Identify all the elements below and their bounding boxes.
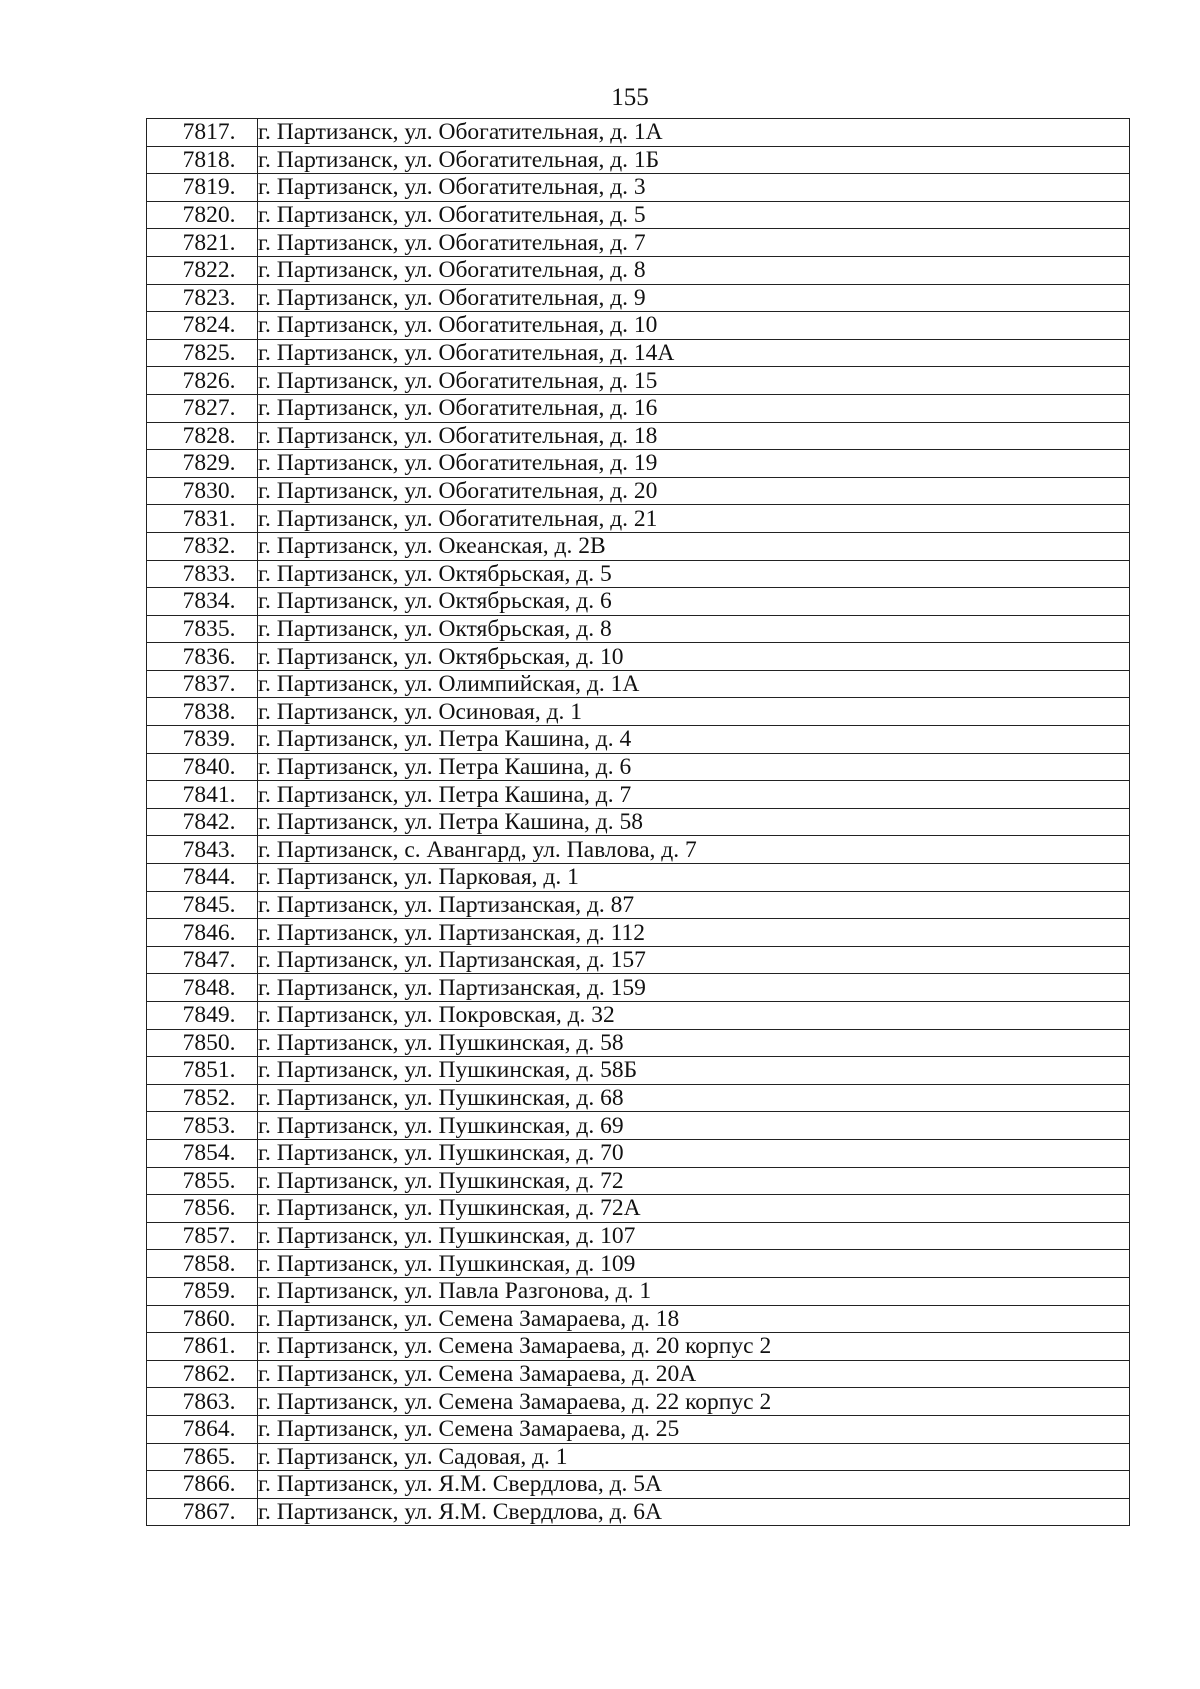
table-row bbox=[147, 643, 1130, 671]
row-number-cell bbox=[147, 1084, 258, 1112]
address-cell: г. Партизанск, ул. Осиновая, д. 1 bbox=[258, 698, 1130, 726]
table-row bbox=[147, 422, 1130, 450]
table-row bbox=[147, 974, 1130, 1002]
row-number-cell bbox=[147, 1277, 258, 1305]
table-row bbox=[147, 615, 1130, 643]
table-row bbox=[147, 532, 1130, 560]
row-number: 7827. bbox=[182, 395, 236, 422]
address-cell: г. Партизанск, ул. Обогатительная, д. 8 bbox=[258, 256, 1130, 284]
row-number: 7836. bbox=[182, 643, 236, 670]
address-cell: г. Партизанск, ул. Петра Кашина, д. 4 bbox=[258, 726, 1130, 754]
row-number-cell bbox=[147, 836, 258, 864]
row-number-cell bbox=[147, 698, 258, 726]
table-row bbox=[147, 174, 1130, 202]
row-number-cell bbox=[147, 864, 258, 892]
address-cell: г. Партизанск, ул. Пушкинская, д. 58 bbox=[258, 1029, 1130, 1057]
table-row bbox=[147, 256, 1130, 284]
address-cell: г. Партизанск, ул. Обогатительная, д. 19 bbox=[258, 450, 1130, 478]
table-row bbox=[147, 1112, 1130, 1140]
page-number: 155 bbox=[611, 84, 649, 111]
table-row bbox=[147, 698, 1130, 726]
row-number-cell bbox=[147, 284, 258, 312]
address-cell: г. Партизанск, ул. Парковая, д. 1 bbox=[258, 864, 1130, 892]
row-number: 7862. bbox=[182, 1361, 236, 1388]
row-number-cell bbox=[147, 753, 258, 781]
table-row bbox=[147, 1167, 1130, 1195]
table-row bbox=[147, 1057, 1130, 1085]
row-number-cell bbox=[147, 781, 258, 809]
row-number-cell bbox=[147, 891, 258, 919]
address-cell: г. Партизанск, ул. Обогатительная, д. 5 bbox=[258, 201, 1130, 229]
table-body bbox=[147, 119, 1130, 1526]
table-row bbox=[147, 919, 1130, 947]
row-number: 7822. bbox=[182, 257, 236, 284]
address-cell: г. Партизанск, ул. Пушкинская, д. 72А bbox=[258, 1195, 1130, 1223]
table-row bbox=[147, 891, 1130, 919]
row-number: 7834. bbox=[182, 588, 236, 615]
address-cell: г. Партизанск, ул. Я.М. Свердлова, д. 6А bbox=[258, 1498, 1130, 1526]
address-cell: г. Партизанск, ул. Обогатительная, д. 10 bbox=[258, 312, 1130, 340]
address-cell: г. Партизанск, ул. Пушкинская, д. 107 bbox=[258, 1222, 1130, 1250]
row-number: 7866. bbox=[182, 1471, 236, 1498]
row-number: 7863. bbox=[182, 1388, 236, 1415]
table-row bbox=[147, 477, 1130, 505]
row-number-cell bbox=[147, 1222, 258, 1250]
row-number: 7830. bbox=[182, 478, 236, 505]
table-row bbox=[147, 1277, 1130, 1305]
address-cell: г. Партизанск, ул. Партизанская, д. 157 bbox=[258, 946, 1130, 974]
row-number-cell bbox=[147, 615, 258, 643]
table-row bbox=[147, 946, 1130, 974]
row-number: 7835. bbox=[182, 615, 236, 642]
address-cell: г. Партизанск, ул. Обогатительная, д. 9 bbox=[258, 284, 1130, 312]
row-number: 7848. bbox=[182, 974, 236, 1001]
row-number: 7821. bbox=[182, 229, 236, 256]
table-row bbox=[147, 808, 1130, 836]
row-number: 7844. bbox=[182, 864, 236, 891]
row-number: 7820. bbox=[182, 202, 236, 229]
table-row bbox=[147, 284, 1130, 312]
row-number-cell bbox=[147, 974, 258, 1002]
address-table bbox=[146, 118, 1130, 1526]
row-number: 7864. bbox=[182, 1416, 236, 1443]
row-number: 7853. bbox=[182, 1112, 236, 1139]
row-number: 7823. bbox=[182, 284, 236, 311]
address-cell: г. Партизанск, ул. Обогатительная, д. 7 bbox=[258, 229, 1130, 257]
row-number: 7833. bbox=[182, 560, 236, 587]
row-number-cell bbox=[147, 1139, 258, 1167]
address-cell: г. Партизанск, ул. Октябрьская, д. 5 bbox=[258, 560, 1130, 588]
row-number-cell bbox=[147, 174, 258, 202]
row-number: 7855. bbox=[182, 1167, 236, 1194]
row-number-cell bbox=[147, 726, 258, 754]
row-number: 7865. bbox=[182, 1443, 236, 1470]
address-cell: г. Партизанск, ул. Октябрьская, д. 10 bbox=[258, 643, 1130, 671]
row-number: 7861. bbox=[182, 1333, 236, 1360]
row-number-cell bbox=[147, 560, 258, 588]
row-number-cell bbox=[147, 1112, 258, 1140]
row-number: 7856. bbox=[182, 1195, 236, 1222]
table-row bbox=[147, 1195, 1130, 1223]
table-row bbox=[147, 1415, 1130, 1443]
table-row bbox=[147, 394, 1130, 422]
row-number: 7846. bbox=[182, 919, 236, 946]
row-number-cell bbox=[147, 394, 258, 422]
row-number-cell bbox=[147, 643, 258, 671]
address-cell: г. Партизанск, ул. Обогатительная, д. 3 bbox=[258, 174, 1130, 202]
address-cell: г. Партизанск, ул. Обогатительная, д. 1Б bbox=[258, 146, 1130, 174]
table-row bbox=[147, 753, 1130, 781]
address-cell: г. Партизанск, ул. Обогатительная, д. 21 bbox=[258, 505, 1130, 533]
address-cell: г. Партизанск, ул. Октябрьская, д. 8 bbox=[258, 615, 1130, 643]
row-number-cell bbox=[147, 1250, 258, 1278]
address-cell: г. Партизанск, ул. Обогатительная, д. 1А bbox=[258, 119, 1130, 147]
row-number-cell bbox=[147, 808, 258, 836]
table-row bbox=[147, 450, 1130, 478]
address-cell: г. Партизанск, ул. Пушкинская, д. 68 bbox=[258, 1084, 1130, 1112]
row-number: 7841. bbox=[182, 781, 236, 808]
address-cell: г. Партизанск, с. Авангард, ул. Павлова, д. 7 bbox=[258, 836, 1130, 864]
row-number: 7818. bbox=[182, 146, 236, 173]
row-number: 7867. bbox=[182, 1498, 236, 1525]
row-number-cell bbox=[147, 1443, 258, 1471]
row-number-cell bbox=[147, 946, 258, 974]
row-number-cell bbox=[147, 119, 258, 147]
table-row bbox=[147, 726, 1130, 754]
row-number: 7839. bbox=[182, 726, 236, 753]
row-number-cell bbox=[147, 505, 258, 533]
address-cell: г. Партизанск, ул. Океанская, д. 2В bbox=[258, 532, 1130, 560]
table-row bbox=[147, 1139, 1130, 1167]
table-row bbox=[147, 119, 1130, 147]
table-row bbox=[147, 1333, 1130, 1361]
table-row bbox=[147, 312, 1130, 340]
row-number-cell bbox=[147, 146, 258, 174]
table-row bbox=[147, 560, 1130, 588]
table-row bbox=[147, 1084, 1130, 1112]
table-row bbox=[147, 1002, 1130, 1030]
row-number-cell bbox=[147, 1029, 258, 1057]
row-number-cell bbox=[147, 1333, 258, 1361]
row-number-cell bbox=[147, 588, 258, 616]
address-cell: г. Партизанск, ул. Обогатительная, д. 16 bbox=[258, 394, 1130, 422]
row-number-cell bbox=[147, 477, 258, 505]
table-row bbox=[147, 1443, 1130, 1471]
table-row bbox=[147, 339, 1130, 367]
address-cell: г. Партизанск, ул. Пушкинская, д. 69 bbox=[258, 1112, 1130, 1140]
row-number: 7859. bbox=[182, 1278, 236, 1305]
table-row bbox=[147, 229, 1130, 257]
address-cell: г. Партизанск, ул. Обогатительная, д. 15 bbox=[258, 367, 1130, 395]
row-number: 7838. bbox=[182, 698, 236, 725]
row-number: 7817. bbox=[182, 119, 236, 146]
address-cell: г. Партизанск, ул. Семена Замараева, д. 18 bbox=[258, 1305, 1130, 1333]
row-number-cell bbox=[147, 339, 258, 367]
table-row bbox=[147, 1388, 1130, 1416]
address-cell: г. Партизанск, ул. Обогатительная, д. 14А bbox=[258, 339, 1130, 367]
row-number-cell bbox=[147, 1415, 258, 1443]
address-cell: г. Партизанск, ул. Олимпийская, д. 1А bbox=[258, 670, 1130, 698]
address-cell: г. Партизанск, ул. Семена Замараева, д. 20 корпус 2 bbox=[258, 1333, 1130, 1361]
row-number: 7832. bbox=[182, 533, 236, 560]
row-number: 7837. bbox=[182, 671, 236, 698]
address-cell: г. Партизанск, ул. Партизанская, д. 87 bbox=[258, 891, 1130, 919]
row-number: 7849. bbox=[182, 1002, 236, 1029]
address-cell: г. Партизанск, ул. Петра Кашина, д. 6 bbox=[258, 753, 1130, 781]
address-cell: г. Партизанск, ул. Партизанская, д. 159 bbox=[258, 974, 1130, 1002]
row-number: 7852. bbox=[182, 1085, 236, 1112]
row-number: 7831. bbox=[182, 505, 236, 532]
address-cell: г. Партизанск, ул. Петра Кашина, д. 58 bbox=[258, 808, 1130, 836]
row-number-cell bbox=[147, 256, 258, 284]
address-cell: г. Партизанск, ул. Обогатительная, д. 18 bbox=[258, 422, 1130, 450]
address-cell: г. Партизанск, ул. Семена Замараева, д. 22 корпус 2 bbox=[258, 1388, 1130, 1416]
table-row bbox=[147, 367, 1130, 395]
row-number: 7857. bbox=[182, 1223, 236, 1250]
row-number: 7858. bbox=[182, 1250, 236, 1277]
row-number-cell bbox=[147, 1498, 258, 1526]
address-cell: г. Партизанск, ул. Пушкинская, д. 72 bbox=[258, 1167, 1130, 1195]
row-number: 7854. bbox=[182, 1140, 236, 1167]
row-number: 7860. bbox=[182, 1305, 236, 1332]
table-row bbox=[147, 1250, 1130, 1278]
table-row bbox=[147, 1222, 1130, 1250]
address-cell: г. Партизанск, ул. Я.М. Свердлова, д. 5А bbox=[258, 1471, 1130, 1499]
table-row bbox=[147, 1471, 1130, 1499]
table-row bbox=[147, 864, 1130, 892]
address-cell: г. Партизанск, ул. Павла Разгонова, д. 1 bbox=[258, 1277, 1130, 1305]
table-row bbox=[147, 1305, 1130, 1333]
table-row bbox=[147, 588, 1130, 616]
row-number-cell bbox=[147, 1388, 258, 1416]
row-number: 7825. bbox=[182, 340, 236, 367]
row-number-cell bbox=[147, 1002, 258, 1030]
table-row bbox=[147, 670, 1130, 698]
address-cell: г. Партизанск, ул. Пушкинская, д. 70 bbox=[258, 1139, 1130, 1167]
address-cell: г. Партизанск, ул. Пушкинская, д. 58Б bbox=[258, 1057, 1130, 1085]
address-cell: г. Партизанск, ул. Обогатительная, д. 20 bbox=[258, 477, 1130, 505]
table-row bbox=[147, 1029, 1130, 1057]
row-number-cell bbox=[147, 450, 258, 478]
row-number-cell bbox=[147, 532, 258, 560]
row-number-cell bbox=[147, 1471, 258, 1499]
table-row bbox=[147, 1498, 1130, 1526]
row-number-cell bbox=[147, 312, 258, 340]
row-number-cell bbox=[147, 1195, 258, 1223]
row-number: 7851. bbox=[182, 1057, 236, 1084]
row-number: 7845. bbox=[182, 891, 236, 918]
row-number-cell bbox=[147, 367, 258, 395]
row-number: 7824. bbox=[182, 312, 236, 339]
row-number: 7842. bbox=[182, 809, 236, 836]
address-cell: г. Партизанск, ул. Пушкинская, д. 109 bbox=[258, 1250, 1130, 1278]
table-row bbox=[147, 201, 1130, 229]
table-row bbox=[147, 836, 1130, 864]
row-number: 7850. bbox=[182, 1029, 236, 1056]
row-number: 7819. bbox=[182, 174, 236, 201]
address-cell: г. Партизанск, ул. Партизанская, д. 112 bbox=[258, 919, 1130, 947]
address-cell: г. Партизанск, ул. Садовая, д. 1 bbox=[258, 1443, 1130, 1471]
row-number-cell bbox=[147, 1360, 258, 1388]
address-cell: г. Партизанск, ул. Покровская, д. 32 bbox=[258, 1002, 1130, 1030]
table-row bbox=[147, 781, 1130, 809]
row-number: 7829. bbox=[182, 450, 236, 477]
address-cell: г. Партизанск, ул. Петра Кашина, д. 7 bbox=[258, 781, 1130, 809]
row-number-cell bbox=[147, 422, 258, 450]
address-cell: г. Партизанск, ул. Октябрьская, д. 6 bbox=[258, 588, 1130, 616]
table-row bbox=[147, 505, 1130, 533]
table-row bbox=[147, 1360, 1130, 1388]
row-number: 7828. bbox=[182, 422, 236, 449]
row-number-cell bbox=[147, 1305, 258, 1333]
row-number-cell bbox=[147, 1167, 258, 1195]
address-cell: г. Партизанск, ул. Семена Замараева, д. 20А bbox=[258, 1360, 1130, 1388]
row-number-cell bbox=[147, 229, 258, 257]
row-number-cell bbox=[147, 201, 258, 229]
row-number: 7840. bbox=[182, 753, 236, 780]
row-number-cell bbox=[147, 670, 258, 698]
row-number-cell bbox=[147, 1057, 258, 1085]
row-number-cell bbox=[147, 919, 258, 947]
row-number: 7826. bbox=[182, 367, 236, 394]
row-number: 7847. bbox=[182, 947, 236, 974]
address-cell: г. Партизанск, ул. Семена Замараева, д. 25 bbox=[258, 1415, 1130, 1443]
row-number: 7843. bbox=[182, 836, 236, 863]
table-row bbox=[147, 146, 1130, 174]
